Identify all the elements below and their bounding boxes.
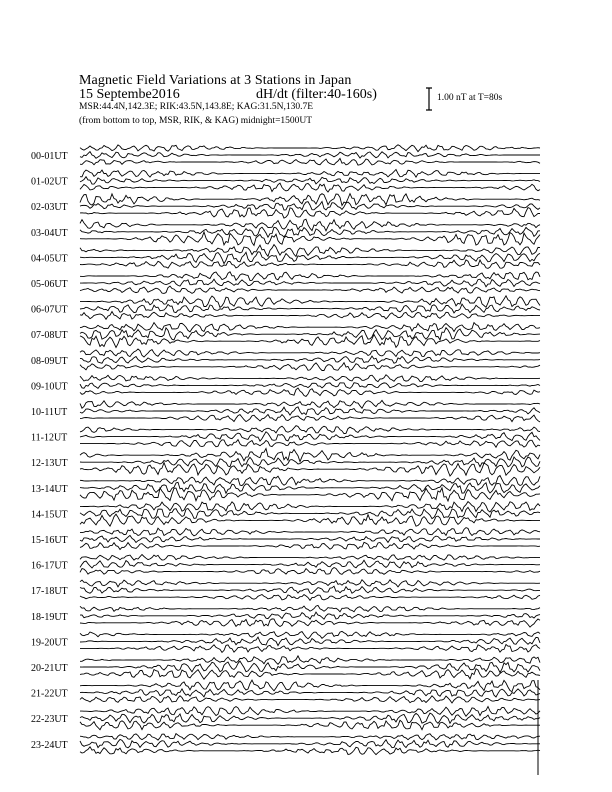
trace-rik	[80, 739, 540, 747]
trace-kag	[80, 170, 540, 178]
trace-rik	[80, 560, 540, 568]
chart-title: Magnetic Field Variations at 3 Stations in Japan	[79, 73, 352, 88]
trace-kag	[80, 502, 540, 512]
hour-label: 10-11UT	[31, 407, 68, 418]
trace-msr	[80, 619, 540, 627]
trace-msr	[80, 415, 540, 423]
trace-kag	[80, 555, 540, 561]
hour-label: 05-06UT	[31, 279, 68, 290]
trace-msr	[80, 260, 540, 269]
hour-label: 15-16UT	[31, 535, 68, 546]
scale-bar	[426, 88, 432, 110]
trace-kag	[80, 707, 540, 717]
trace-msr	[80, 696, 540, 703]
trace-kag	[80, 734, 540, 741]
hour-label: 01-02UT	[31, 176, 68, 188]
trace-kag	[80, 605, 540, 611]
trace-msr	[80, 747, 540, 755]
trace-kag	[80, 145, 540, 152]
trace-rik	[80, 279, 540, 287]
trace-kag	[80, 656, 540, 664]
hour-label: 11-12UT	[31, 432, 68, 444]
hour-label: 19-20UT	[31, 637, 68, 649]
hour-label: 13-14UT	[31, 483, 68, 495]
trace-rik	[80, 432, 540, 441]
trace-rik	[80, 637, 540, 646]
trace-kag	[80, 631, 540, 638]
trace-rik	[80, 304, 540, 313]
trace-kag	[80, 219, 540, 231]
hour-label: 17-18UT	[31, 586, 68, 598]
trace-rik	[80, 689, 540, 697]
trace-rik	[80, 407, 540, 415]
trace-msr	[80, 158, 540, 165]
hour-label: 20-21UT	[31, 663, 68, 674]
trace-rik	[80, 482, 540, 493]
hour-label: 23-24UT	[31, 739, 68, 751]
trace-msr	[80, 208, 540, 219]
trace-rik	[80, 356, 540, 363]
trace-rik	[80, 152, 540, 159]
trace-msr	[80, 232, 540, 245]
trace-kag	[80, 528, 540, 536]
trace-rik	[80, 612, 540, 619]
trace-msr	[80, 463, 540, 476]
scale-bar-label: 1.00 nT at T=80s	[437, 93, 503, 103]
hour-label: 22-23UT	[31, 714, 68, 726]
trace-rik	[80, 713, 540, 723]
trace-kag	[80, 400, 540, 408]
trace-rik	[80, 202, 540, 211]
trace-rik	[80, 661, 540, 672]
trace-rik	[80, 383, 540, 389]
date-label: 15 Septembe2016	[79, 87, 180, 102]
trace-msr	[80, 720, 540, 729]
order-line: (from bottom to top, MSR, RIK, & KAG) midnight=1500UT	[79, 116, 313, 126]
trace-msr	[80, 488, 540, 501]
trace-msr	[80, 312, 540, 320]
trace-msr	[80, 595, 540, 601]
trace-msr	[80, 388, 540, 396]
hour-label: 21-22UT	[31, 688, 68, 700]
trace-rik	[80, 535, 540, 542]
trace-msr	[80, 440, 540, 448]
trace-msr	[80, 669, 540, 679]
trace-rik	[80, 507, 540, 518]
trace-msr	[80, 542, 540, 549]
hour-label: 18-19UT	[31, 611, 68, 623]
trace-kag	[80, 245, 540, 257]
quantity-label: dH/dt (filter:40-160s)	[256, 87, 377, 102]
hour-label: 08-09UT	[31, 355, 68, 367]
trace-kag	[80, 272, 540, 281]
trace-msr	[80, 645, 540, 653]
trace-kag	[80, 426, 540, 434]
trace-msr	[80, 335, 540, 348]
trace-msr	[80, 363, 540, 371]
hour-label: 12-13UT	[31, 458, 68, 470]
trace-msr	[80, 286, 540, 293]
trace-kag	[80, 680, 540, 692]
hour-label: 03-04UT	[31, 227, 68, 239]
trace-kag	[80, 375, 540, 382]
trace-msr	[80, 183, 540, 192]
trace-rik	[80, 586, 540, 593]
hour-label: 14-15UT	[31, 509, 68, 521]
trace-kag	[80, 449, 540, 462]
hour-label: 06-07UT	[31, 304, 68, 316]
hour-label: 07-08UT	[31, 330, 68, 342]
trace-kag	[80, 580, 540, 587]
stations-line: MSR:44.4N,142.3E; RIK:43.5N,143.8E; KAG:31.5N,130.7E	[79, 102, 314, 112]
trace-kag	[80, 323, 540, 332]
trace-msr	[80, 568, 540, 575]
hour-label: 16-17UT	[31, 560, 68, 572]
trace-kag	[80, 296, 540, 308]
trace-msr	[80, 514, 540, 526]
hour-label: 00-01UT	[31, 151, 68, 162]
hour-label: 09-10UT	[31, 381, 68, 393]
hour-label: 02-03UT	[31, 202, 68, 214]
trace-rik	[80, 177, 540, 184]
hour-label: 04-05UT	[31, 253, 68, 265]
trace-kag	[80, 349, 540, 357]
trace-kag	[80, 194, 540, 206]
